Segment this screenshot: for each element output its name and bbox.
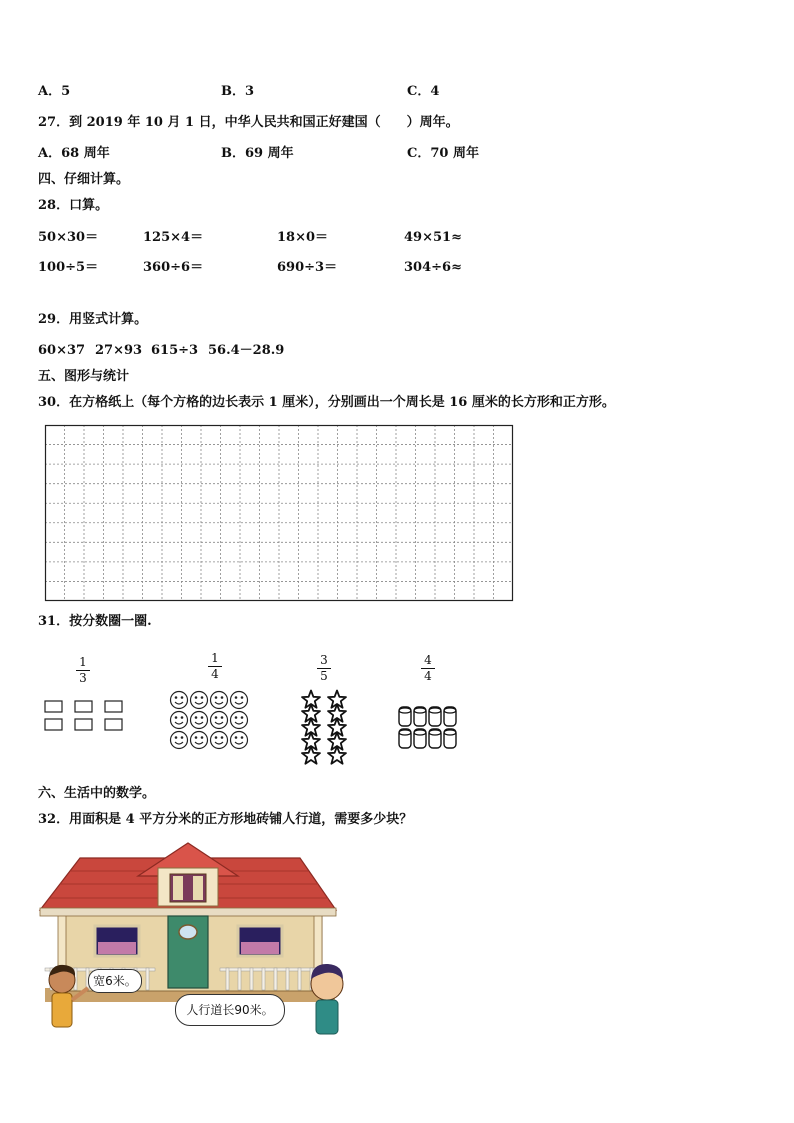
q28-title: 28．口算。	[38, 198, 109, 213]
cylinder-icon	[399, 729, 411, 748]
q28-item: 304÷6≈	[404, 260, 462, 275]
section-5-title: 五、图形与统计	[38, 369, 130, 384]
smiley-icon	[171, 732, 188, 749]
q29-item: 60×37	[38, 343, 86, 358]
smiley-group	[169, 690, 253, 750]
q28-item: 18×0＝	[277, 230, 329, 245]
cylinder-icon	[414, 729, 426, 748]
fraction-numerator: 3	[320, 653, 328, 667]
fraction-denominator: 5	[320, 669, 328, 683]
q32-title: 32．用面积是 4 平方分米的正方形地砖铺人行道，需要多少块？	[38, 812, 413, 827]
fraction-numerator: 1	[211, 651, 219, 665]
rectangle-icon	[75, 719, 92, 730]
smiley-icon	[231, 692, 248, 709]
cylinder-icon	[444, 729, 456, 748]
q29-item: 27×93	[95, 343, 143, 358]
rectangle-icon	[75, 701, 92, 712]
fraction-numerator: 1	[79, 655, 87, 669]
q28-item: 125×4＝	[143, 230, 204, 245]
rectangle-group	[44, 700, 124, 734]
q27-option-a: A．68 周年	[38, 146, 110, 161]
section-6-title: 六、生活中的数学。	[38, 786, 156, 801]
q28-item: 360÷6＝	[143, 260, 204, 275]
section-4-title: 四、仔细计算。	[38, 172, 130, 187]
fraction-1-4	[208, 652, 222, 681]
rectangle-icon	[45, 719, 62, 730]
q28-item: 50×30＝	[38, 230, 99, 245]
fraction-denominator: 4	[424, 669, 432, 683]
q26-option-c: C．4	[407, 84, 440, 99]
star-group	[298, 691, 350, 765]
smiley-icon	[171, 692, 188, 709]
q28-item: 690÷3＝	[277, 260, 338, 275]
q27-option-b: B．69 周年	[221, 146, 294, 161]
smiley-icon	[231, 712, 248, 729]
fraction-denominator: 4	[211, 667, 219, 681]
q27-question: 27．到 2019 年 10 月 1 日，中华人民共和国正好建国（ ）周年。	[38, 115, 459, 130]
q29-item: 615÷3	[151, 343, 199, 358]
smiley-icon	[211, 692, 228, 709]
cylinder-icon	[414, 707, 426, 726]
q26-option-b: B．3	[221, 84, 255, 99]
smiley-icon	[211, 712, 228, 729]
rectangle-icon	[105, 719, 122, 730]
rectangle-icon	[105, 701, 122, 712]
q28-item: 49×51≈	[404, 230, 462, 245]
cylinder-icon	[444, 707, 456, 726]
smiley-icon	[191, 732, 208, 749]
fraction-numerator: 4	[424, 653, 432, 667]
q31-title: 31．按分数圈一圈.	[38, 614, 152, 629]
q29-title: 29．用竖式计算。	[38, 312, 148, 327]
rectangle-icon	[45, 701, 62, 712]
q28-item: 100÷5＝	[38, 260, 99, 275]
cylinder-icon	[429, 707, 441, 726]
cylinder-icon	[399, 707, 411, 726]
cylinder-group	[397, 705, 461, 753]
fraction-1-3	[76, 656, 90, 685]
q29-item: 56.4－28.9	[208, 343, 285, 358]
smiley-icon	[191, 712, 208, 729]
q27-option-c: C．70 周年	[407, 146, 479, 161]
fraction-denominator: 3	[79, 671, 87, 685]
speech-bubble-left: 宽6米。	[88, 969, 142, 993]
smiley-icon	[191, 692, 208, 709]
grid-paper	[45, 425, 513, 601]
speech-bubble-right: 人行道长90米。	[175, 994, 285, 1026]
smiley-icon	[211, 732, 228, 749]
q30-title: 30．在方格纸上（每个方格的边长表示 1 厘米），分别画出一个周长是 16 厘米的长方形和正方形。	[38, 395, 615, 410]
fraction-3-5	[317, 654, 331, 683]
fraction-4-4	[421, 654, 435, 683]
cylinder-icon	[429, 729, 441, 748]
smiley-icon	[231, 732, 248, 749]
smiley-icon	[171, 712, 188, 729]
q26-option-a: A．5	[38, 84, 71, 99]
